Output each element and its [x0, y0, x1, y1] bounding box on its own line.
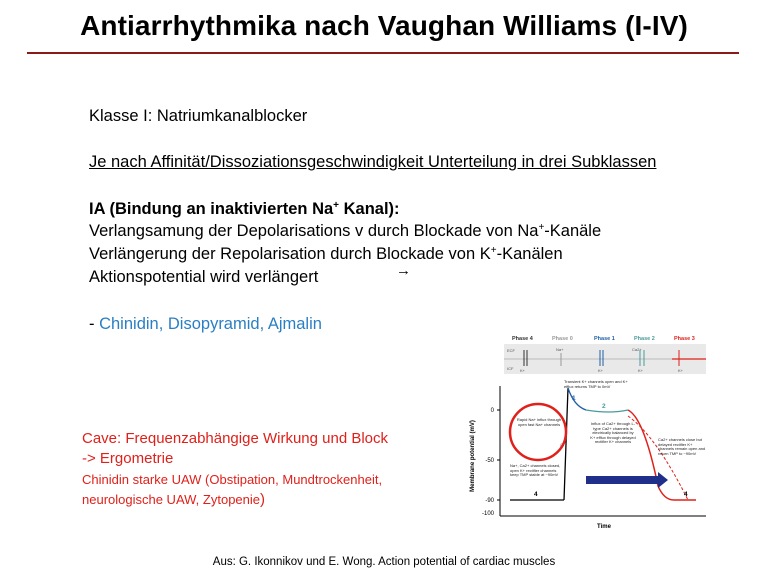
note-transient-k: Transient K+ channels open and K+ efflux returns TMP to 0mV: [564, 380, 628, 389]
title-divider: [27, 52, 739, 54]
phase-number-2: 2: [602, 403, 606, 410]
ia-heading: IA (Bindung an inaktivierten Na+ Kanal):: [89, 200, 400, 218]
phase-4-label: Phase 4: [512, 336, 533, 342]
ion-label-ca: Ca2+: [632, 347, 642, 352]
subklassen-line: Je nach Affinität/Dissoziationsgeschwindigkeit Unterteilung in drei Subklassen: [89, 153, 657, 171]
ion-label-k-2: K+: [598, 368, 604, 373]
source-caption: Aus: G. Ikonnikov und E. Wong. Action potential of cardiac muscles: [212, 556, 556, 568]
cave-line-4: neurologische UAW, Zytopenie): [82, 491, 266, 508]
phase-number-4-left: 4: [534, 491, 538, 498]
klasse-line: Klasse I: Natriumkanalblocker: [89, 107, 308, 125]
page-title: Antiarrhythmika nach Vaughan Williams (I-IV): [80, 10, 688, 41]
note-ca-close: Ca2+ channels close but delayed rectifier K+ channels remain open and return TMP to ~90mV: [658, 438, 706, 456]
phase-2-label: Phase 2: [634, 336, 655, 342]
ion-label-k-4: K+: [678, 368, 684, 373]
ion-label-k-3: K+: [638, 368, 644, 373]
note-influx-ca: Influx of Ca2+ through L-type Ca2+ channels is electrically balanced by K+ efflux through delayed rectifier K+ channels: [590, 422, 636, 445]
ia-line-3: Aktionspotential wird verlängert: [89, 268, 319, 286]
phase-number-4-right: 4: [684, 491, 688, 498]
cave-line-2: -> Ergometrie: [82, 450, 174, 467]
phase-0-label: Phase 0: [552, 336, 573, 342]
cave-line-1: Cave: Frequenzabhängige Wirkung und Block: [82, 430, 389, 447]
blue-arrow-head: [658, 472, 668, 488]
phase-3-label: Phase 3: [674, 336, 695, 342]
y-tick-0: 0: [490, 408, 494, 414]
arrow-icon: →: [396, 262, 411, 279]
x-axis-label: Time: [597, 524, 611, 530]
phase-number-1: 1: [572, 395, 576, 402]
note-na-ca-closed: Na+, Ca2+ channels closed, open K+ rectifier channels keep TMP stable at ~90mV: [510, 464, 561, 478]
drug-list: - Chinidin, Disopyramid, Ajmalin: [89, 315, 322, 333]
phase-1-label: Phase 1: [594, 336, 615, 342]
phase-2-plateau: [586, 410, 628, 412]
icf-label: ICF: [507, 366, 514, 371]
y-tick-100: -100: [481, 511, 494, 517]
cave-line-3: Chinidin starke UAW (Obstipation, Mundtrockenheit,: [82, 472, 383, 487]
y-tick-50: -50: [485, 458, 494, 464]
ion-label-na: Na+: [556, 347, 564, 352]
phase-number-0: 0: [560, 444, 564, 450]
ion-label-k-1: K+: [520, 368, 526, 373]
ia-line-2: Verlängerung der Repolarisation durch Blockade von K+-Kanälen: [89, 245, 563, 263]
action-potential-diagram: [460, 326, 708, 532]
note-rapid-na: Rapid Na+ influx through open fast Na+ channels: [516, 418, 562, 427]
y-axis-label: Membrane potential (mV): [470, 420, 476, 492]
blue-arrow-bar: [586, 476, 658, 484]
ia-line-1: Verlangsamung der Depolarisations v durch Blockade von Na+-Kanäle: [89, 222, 602, 240]
y-tick-90: -90: [485, 498, 494, 504]
ecf-label: ECF: [507, 348, 515, 353]
